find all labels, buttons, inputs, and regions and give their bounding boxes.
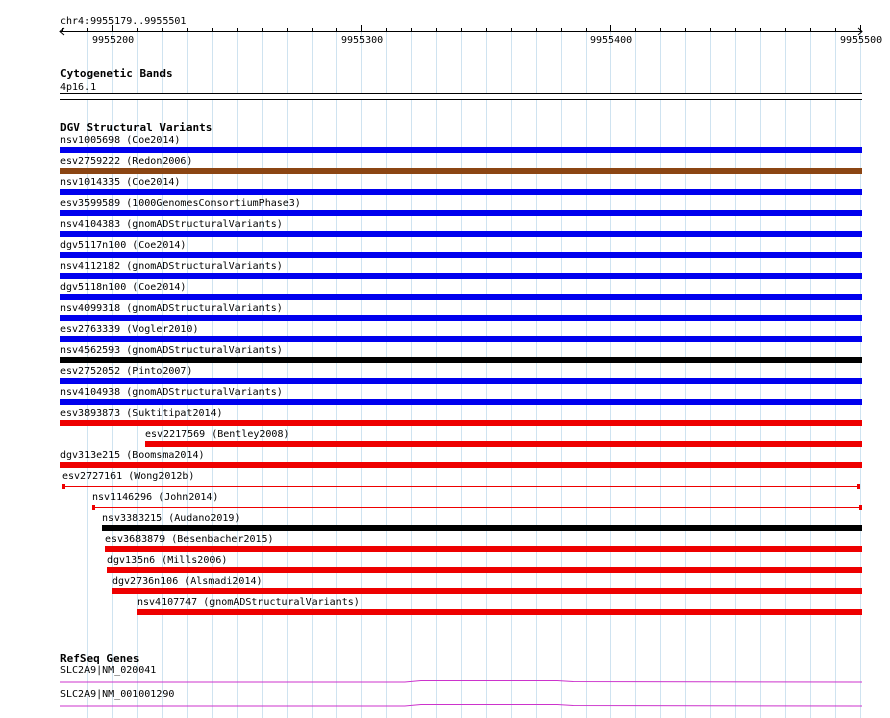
dgv-feature-label[interactable]: nsv3383215 (Audano2019) [102, 513, 241, 524]
ruler-tick-label: 9955500 [840, 35, 883, 46]
dgv-feature-bar[interactable] [60, 420, 862, 426]
dgv-feature-label[interactable]: dgv135n6 (Mills2006) [107, 555, 228, 566]
dgv-feature-label[interactable]: esv3683879 (Besenbacher2015) [105, 534, 274, 545]
dgv-feature-bar[interactable] [60, 462, 862, 468]
ruler [0, 0, 890, 60]
dgv-track-title: DGV Structural Variants [60, 121, 213, 134]
dgv-feature-label[interactable]: dgv2736n106 (Alsmadi2014) [112, 576, 263, 587]
dgv-feature-bar[interactable] [62, 486, 859, 487]
cytoband-label: 4p16.1 [60, 82, 97, 93]
refseq-feature-line[interactable] [60, 677, 862, 685]
dgv-feature-bar[interactable] [60, 315, 862, 321]
dgv-feature-bar[interactable] [60, 399, 862, 405]
dgv-feature-bar[interactable] [60, 252, 862, 258]
dgv-feature-label[interactable]: esv3599589 (1000GenomesConsortiumPhase3) [60, 198, 301, 209]
dgv-feature-label[interactable]: esv3893873 (Suktitipat2014) [60, 408, 223, 419]
dgv-feature-endcap [92, 505, 95, 510]
dgv-feature-label[interactable]: nsv4562593 (gnomADStructuralVariants) [60, 345, 283, 356]
dgv-feature-label[interactable]: nsv1146296 (John2014) [92, 492, 219, 503]
refseq-track-title: RefSeq Genes [60, 652, 140, 665]
dgv-feature-label[interactable]: nsv4099318 (gnomADStructuralVariants) [60, 303, 283, 314]
dgv-feature-label[interactable]: nsv1005698 (Coe2014) [60, 135, 181, 146]
refseq-feature-line[interactable] [60, 701, 862, 709]
dgv-feature-label[interactable]: dgv5117n100 (Coe2014) [60, 240, 187, 251]
dgv-feature-label[interactable]: dgv5118n100 (Coe2014) [60, 282, 187, 293]
refseq-feature-label[interactable]: SLC2A9|NM_020041 [60, 665, 157, 676]
dgv-feature-bar[interactable] [112, 588, 862, 594]
dgv-feature-label[interactable]: esv2763339 (Vogler2010) [60, 324, 199, 335]
dgv-feature-label[interactable]: dgv313e215 (Boomsma2014) [60, 450, 205, 461]
dgv-feature-bar[interactable] [60, 168, 862, 174]
dgv-feature-bar[interactable] [102, 525, 862, 531]
dgv-feature-label[interactable]: esv2759222 (Redon2006) [60, 156, 193, 167]
dgv-feature-bar[interactable] [60, 210, 862, 216]
dgv-feature-bar[interactable] [92, 507, 862, 508]
dgv-feature-bar[interactable] [60, 378, 862, 384]
cytoband-bar [60, 93, 862, 100]
refseq-feature-label[interactable]: SLC2A9|NM_001001290 [60, 689, 175, 700]
dgv-feature-bar[interactable] [60, 357, 862, 363]
dgv-feature-label[interactable]: esv2727161 (Wong2012b) [62, 471, 195, 482]
dgv-feature-bar[interactable] [60, 273, 862, 279]
dgv-feature-label[interactable]: esv2217569 (Bentley2008) [145, 429, 290, 440]
ruler-tick-label: 9955400 [590, 35, 633, 46]
dgv-feature-bar[interactable] [60, 231, 862, 237]
ruler-tick-label: 9955300 [341, 35, 384, 46]
dgv-feature-label[interactable]: nsv4104383 (gnomADStructuralVariants) [60, 219, 283, 230]
dgv-feature-endcap [857, 484, 860, 489]
dgv-feature-label[interactable]: esv2752052 (Pinto2007) [60, 366, 193, 377]
dgv-feature-bar[interactable] [60, 294, 862, 300]
dgv-feature-bar[interactable] [137, 609, 862, 615]
dgv-feature-bar[interactable] [60, 147, 862, 153]
ruler-tick-label: 9955200 [92, 35, 135, 46]
dgv-feature-endcap [62, 484, 65, 489]
dgv-feature-endcap [859, 505, 862, 510]
dgv-feature-bar[interactable] [107, 567, 862, 573]
dgv-feature-label[interactable]: nsv4107747 (gnomADStructuralVariants) [137, 597, 360, 608]
cytoband-track-title: Cytogenetic Bands [60, 67, 173, 80]
location-label: chr4:9955179..9955501 [60, 16, 187, 27]
dgv-feature-label[interactable]: nsv1014335 (Coe2014) [60, 177, 181, 188]
dgv-feature-bar[interactable] [60, 336, 862, 342]
dgv-feature-bar[interactable] [145, 441, 862, 447]
dgv-feature-label[interactable]: nsv4104938 (gnomADStructuralVariants) [60, 387, 283, 398]
dgv-feature-label[interactable]: nsv4112182 (gnomADStructuralVariants) [60, 261, 283, 272]
dgv-feature-bar[interactable] [105, 546, 862, 552]
dgv-feature-bar[interactable] [60, 189, 862, 195]
